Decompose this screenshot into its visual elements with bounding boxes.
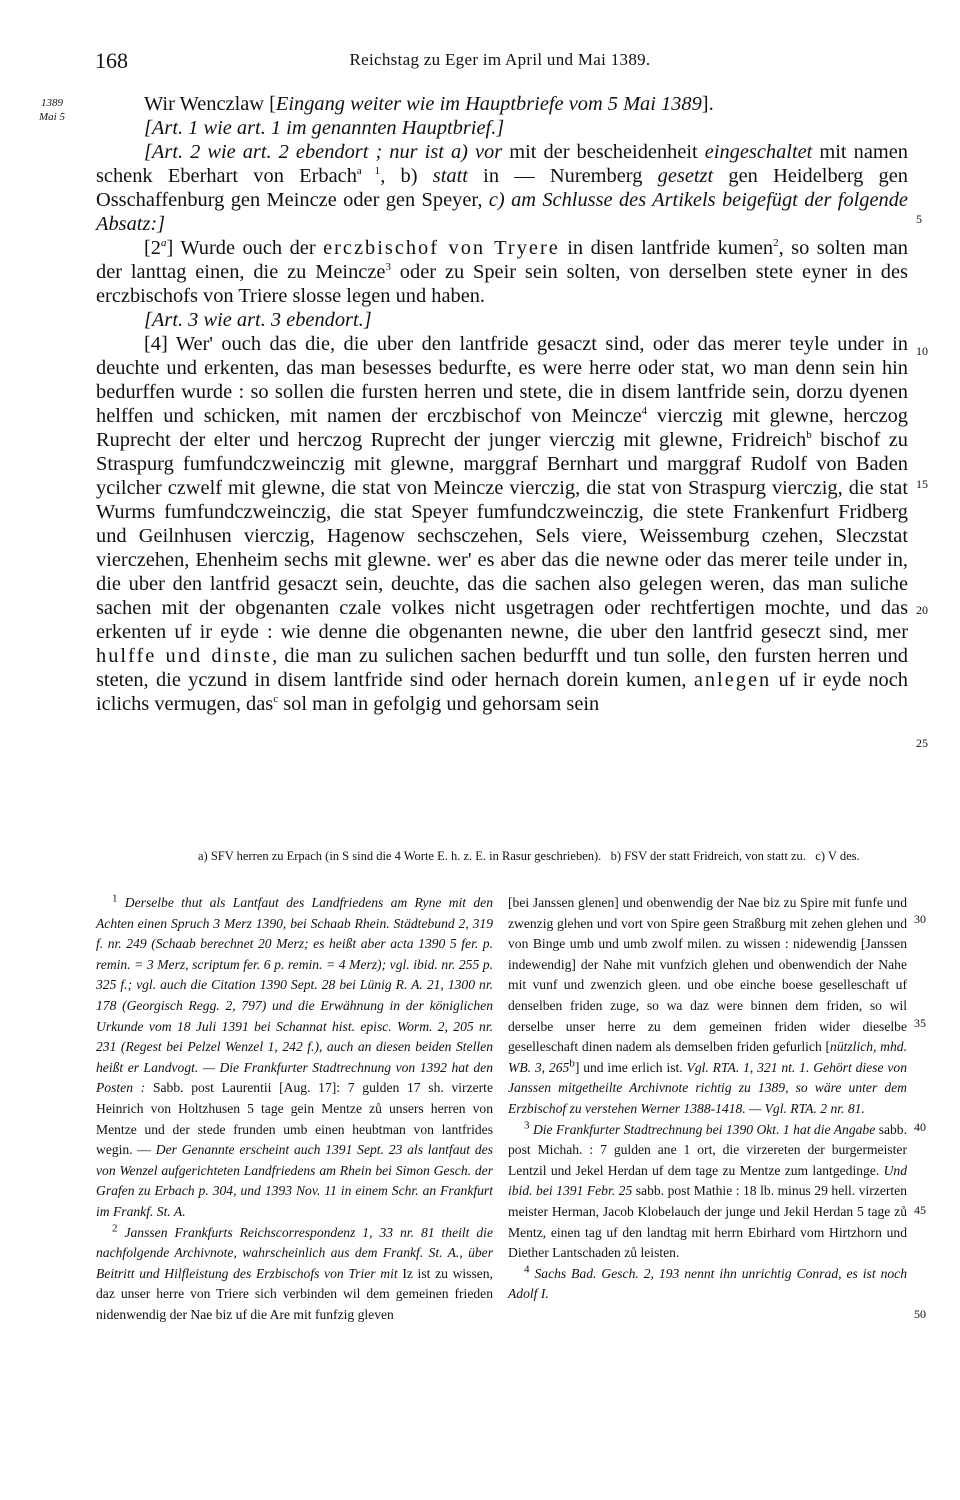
footnotes-left-column: [96, 893, 493, 1325]
page-header: [95, 48, 905, 74]
running-title: Reichstag zu Eger im April und Mai 1389.: [349, 50, 651, 69]
article-2-note: [Art. 2 wie art. 2 ebendort ; nur ist a) vor mit der bescheidenheit eingeschaltet mit namen schenk Eberhart von Erbach$^{a 1}$, b) statt in — Nuremberg gesetzt gen Heidelberg gen Osschaffenburg gen Meincze oder gen Speyer, c) am Schlusse des Artikels beigefügt der folgende Absatz:]: [96, 141, 909, 235]
footnote-1: $^1$ Derselbe thut als Lantfaut des Landfriedens am Ryne mit den Achten einen Spruch 3 Merz 1390, bei Schaab Rhein. Städtebund 2, 319 f. nr. 249 (Schaab berechnet 20 Merz; es heißt aber acta 1390 5 fer. p. remin. = 3 Merz, scriptum fer. 6 p. remin. = 4 Merz); vgl. ibid. nr. 255 p. 325 f.; vgl. auch die Citation 1390 Sept. 28 bei Lünig R. A. 21, 1300 nr. 178 (Georgisch Regg. 2, 797) und die Erwähnung in der königlichen Urkunde vom 18 Juli 1391 bei Schannat hist. episc. Worm. 2, 205 nr. 231 (Regest bei Pelzel Wenzel 1, 242 f.), auch an diesen beiden Stellen heißt er Landvogt. — Die Frankfurter Stadtrechnung von 1392 hat den Posten : Sabb. post Laurentii [Aug. 17]: 7 gulden 17 sh. virzerte Heinrich von Holtzhusen 5 tage gein Mentze zů unsers herren von Mentze und der stede frunden umb einen heubtman von lantfrides wegin. — Der Genannte erscheint auch 1391 Sept. 23 als lantfaut des von Wenzel aufgerichteten Landfriedens am Rhein bei Simon Gesch. der Grafen zu Erbach p. 304, und 1393 Nov. 11 in einem Schr. an Frankfurt im Frankf. St. A.: [96, 892, 493, 1219]
line-number: 15: [916, 477, 928, 491]
paragraph-2a: [2$^a$] Wurde ouch der erczbischof von Tryere in disen lantfride kumen$^2$, so solten man der lanttag einen, die zu Meincze$^3$ oder zu Speir sein solten, von derselben stete eyner in des erczbischofs von Triere slosse legen und haben.: [96, 237, 908, 307]
footnote-line-number: 30: [914, 912, 926, 926]
footnote-2: $^2$ Janssen Frankfurts Reichscorrespondenz 1, 33 nr. 81 theilt die nachfolgende Archivnote, wahrscheinlich aus dem Frankf. St. A., über Beitritt und Hilfleistung des Erzbischofs von Trier mit Iz ist zu wissen, daz unser herre von Triere sich verbinden wil dem gemeinen frieden nidenwendig der Nae biz uf die Are mit funfzig gleven: [96, 1221, 493, 1322]
footnote-3: $^3$ Die Frankfurter Stadtrechnung bei 1390 Okt. 1 hat die Angabe sabb. post Michah. : 7 gulden ane 1 ort, die virzereten der burgermeister Lentzil und Jekel Herdan uf dem tage zu Mentze zum lantgedinge. Und ibid. bei 1391 Febr. 25 sabb. post Mathie : 18 lb. minus 29 hell. virzerten meister Herman, Jacob Klobelauch der junge und Jekil Herdan 5 tage zů Mentz, einen tag uf den landtag mit herrn Ebirhard vom Hirtzhorn und Diether Lantschaden zů leisten.: [508, 1119, 908, 1261]
margin-date: [22, 96, 82, 124]
variant-b: b) FSV der statt Fridreich, von statt zu.: [610, 849, 806, 863]
footnote-line-number: 45: [914, 1203, 926, 1217]
line-number: 5: [916, 212, 922, 226]
footnote-2-continued: [bei Janssen glenen] und obenwendig der Nae biz zu Spire mit funfe und zwenzig glehen und vort von Spire geen Straßburg mit zehen glehen und von Binge umb und umb zwolf milen. zu wissen : nidewendig [Janssen indewendig] der Nahe mit vunfzich glehen und obenwendich der Nahe mit vunf und zwenzich gleen. und obe einche boese geselleschaft uf denselben friden zuge, so wa daz were binnen dem friden, so wil derselbe unser herre zu dem gemeinen friden wider dieselbe geselleschaft dinen nadem als demselben friden gefurlich [nützlich, mhd. WB. 3, 265$^b$] und ime erlich ist. Vgl. RTA. 1, 321 nt. 1. Gehört diese von Janssen mitgetheilte Archivnote richtig zu 1389, so wäre unter dem Erzbischof zu verstehen Werner 1388-1418. — Vgl. RTA. 2 nr. 81.: [508, 895, 907, 1116]
footnote-line-number: 50: [914, 1307, 926, 1321]
margin-year: 1389: [41, 97, 63, 109]
page-number: 168: [95, 48, 128, 73]
article-3-note: [Art. 3 wie art. 3 ebendort.]: [144, 309, 372, 331]
article-1-note: [Art. 1 wie art. 1 im genannten Hauptbrief.]: [144, 117, 505, 139]
footnote-line-number: 40: [914, 1120, 926, 1134]
footnote-4: $^4$ Sachs Bad. Gesch. 2, 193 nennt ihn unrichtig Conrad, es ist noch Adolf I.: [508, 1263, 907, 1302]
paragraph-4: [4] Wer' ouch das die, die uber den lantfride gesaczt sind, oder das merer teyle under in deuchte und erkenten, das man besesses bedurfte, es were herre oder stat, wo man denn sein hin bedurffen wurde : so sollen die fursten herren und stete, die in disem lantfride sein, dorzu dyenen helffen und schicken, mit namen der erczbischof von Meincze$^4$ vierczig mit glewne, herczog Ruprecht der elter und herczog Ruprecht der junger vierczig mit glewne, Fridreich$^b$ bischof zu Straspurg fumfundczweinczig mit glewne, marggraf Bernhart und marggraf Rudolf von Baden ycilcher czwelf mit glewne, die stat von Meincze vierczig, die stat von Straspurg vierczig, die stat Wurms fumfundczweinczig, die stat Speyer fumfundczweinczig, die stete Frankenfurt Fridberg und Geilnhusen vierczig, Hagenow sechsczehen, Sels viere, Weissemburg czehen, Sleczstat vierczehen, Ehenheim sechs mit glewne. wer' es aber das die newne oder das merer teile under in, die uber den lantfrid gesaczt sein, deuchte, das die sachen also gelegen weren, das man suliche sachen mit der obgenanten czale volkes nicht usgetragen oder rechtfertigen mochte, und das erkenten uf ir eyde : wie denne die obgenanten newne, die uber den lantfrid geseczt sind, mer hulffe und dinste, die man zu sulichen sachen bedurfft und tun solle, den fursten herren und steten, die yczund in disem lantfride sind oder hernach dorein kumen, anlegen uf ir eyde noch iclichs vermugen, das$^c$ sol man in gefolgig und gehorsam sein: [96, 333, 909, 715]
main-text: [96, 92, 908, 716]
footnotes-right-column: [508, 893, 907, 1305]
line-number: 20: [916, 603, 928, 617]
variant-a: a) SFV herren zu Erpach (in S sind die 4 Worte E. h. z. E. in Rasur geschrieben).: [198, 849, 602, 863]
critical-apparatus: [198, 848, 910, 865]
footnote-line-number: 35: [914, 1016, 926, 1030]
line-number: 25: [916, 736, 928, 750]
margin-day: Mai 5: [39, 111, 65, 123]
line-number: 10: [916, 344, 928, 358]
variant-c: c) V des.: [815, 849, 860, 863]
intro-line: Wir Wenczlaw [Eingang weiter wie im Hauptbriefe vom 5 Mai 1389].: [144, 93, 714, 115]
